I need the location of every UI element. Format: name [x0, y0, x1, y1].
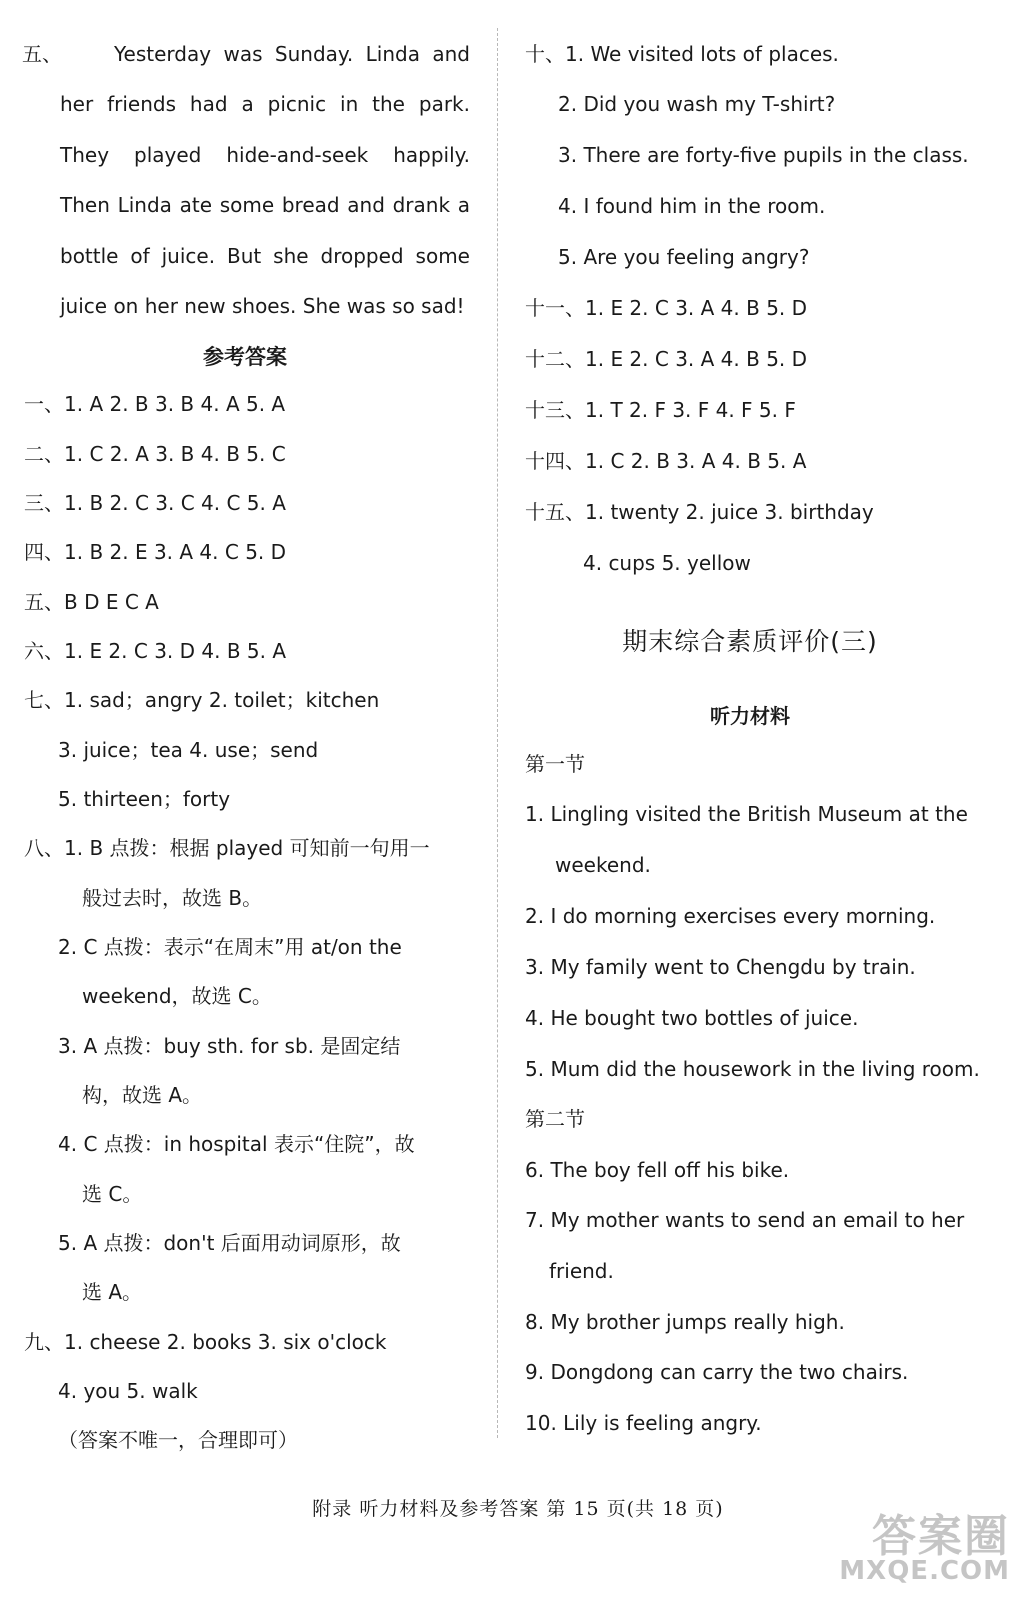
listening-line: 10. Lily is feeling angry.: [525, 1411, 762, 1435]
page-footer: 附录 听力材料及参考答案 第 15 页(共 18 页): [312, 1498, 724, 1520]
listening-line: 9. Dongdong can carry the two chairs.: [525, 1360, 909, 1384]
answer-note: （答案不唯一，合理即可）: [58, 1428, 298, 1452]
listening-section-label: 第一节: [525, 752, 585, 776]
answer-line: 七、1. sad；angry 2. toilet；kitchen: [24, 688, 380, 712]
answer-line: 选 C。: [82, 1182, 143, 1206]
passage-section-5: [22, 29, 470, 331]
answers-heading: 参考答案: [203, 345, 287, 369]
listening-line: 7. My mother wants to send an email to her: [525, 1208, 965, 1232]
watermark-top: 答案圈: [872, 1511, 1010, 1562]
answer-line: 三、1. B 2. C 3. C 4. C 5. A: [24, 491, 286, 515]
answer-line: 3. juice；tea 4. use；send: [58, 738, 319, 762]
answer-line: 一、1. A 2. B 3. B 4. A 5. A: [24, 392, 286, 416]
exam-title: 期末综合素质评价(三): [622, 627, 878, 656]
answer-line: 十四、1. C 2. B 3. A 4. B 5. A: [525, 449, 807, 473]
answer-line: 十、1. We visited lots of places.: [525, 42, 839, 66]
passage-lead: 五、: [22, 42, 62, 66]
column-divider: [497, 28, 499, 1438]
listening-section-label: 第二节: [525, 1107, 585, 1131]
listening-line: 1. Lingling visited the British Museum at the: [525, 802, 968, 826]
answer-line: 十一、1. E 2. C 3. A 4. B 5. D: [525, 296, 808, 320]
answer-line: 十二、1. E 2. C 3. A 4. B 5. D: [525, 347, 808, 371]
listening-line: 4. He bought two bottles of juice.: [525, 1006, 859, 1030]
passage-text: Yesterday was Sunday. Linda and her friends had a picnic in the park. They played hide-and-seek happily. Then Linda ate some bread and drank a bottle of juice. But she dropped some juice on her new shoes. She was so sad!: [60, 42, 470, 319]
answer-line: 般过去时，故选 B。: [82, 886, 263, 910]
answer-line: 2. Did you wash my T-shirt?: [558, 92, 836, 116]
listening-heading: 听力材料: [710, 704, 790, 728]
answer-line: 构，故选 A。: [82, 1083, 203, 1107]
answer-line: 3. A 点拨：buy sth. for sb. 是固定结: [58, 1034, 401, 1058]
answer-line: 九、1. cheese 2. books 3. six o'clock: [24, 1330, 387, 1354]
answer-line: 六、1. E 2. C 3. D 4. B 5. A: [24, 639, 287, 663]
answer-line: 4. I found him in the room.: [558, 194, 826, 218]
listening-line: 3. My family went to Chengdu by train.: [525, 955, 916, 979]
answer-line: 2. C 点拨：表示“在周末”用 at/on the: [58, 935, 402, 959]
answer-line: 十五、1. twenty 2. juice 3. birthday: [525, 500, 874, 524]
listening-line: 8. My brother jumps really high.: [525, 1310, 845, 1334]
answer-line: 5. thirteen；forty: [58, 787, 231, 811]
answer-line: weekend，故选 C。: [82, 984, 272, 1008]
answer-line: 4. you 5. walk: [58, 1379, 198, 1403]
answer-line: 四、1. B 2. E 3. A 4. C 5. D: [24, 540, 287, 564]
answer-line: 5. A 点拨：don't 后面用动词原形，故: [58, 1231, 401, 1255]
answer-line: 3. There are forty-five pupils in the class.: [558, 143, 969, 167]
answer-line: 八、1. B 点拨：根据 played 可知前一句用一: [24, 836, 430, 860]
answer-line: 二、1. C 2. A 3. B 4. B 5. C: [24, 442, 286, 466]
answer-line: 4. cups 5. yellow: [583, 551, 751, 575]
listening-line: weekend.: [555, 853, 651, 877]
answer-line: 选 A。: [82, 1280, 143, 1304]
watermark-logo: [818, 1500, 1018, 1595]
answer-line: 五、B D E C A: [24, 590, 159, 614]
watermark-bottom: MXQE.COM: [839, 1556, 1010, 1586]
listening-line: 5. Mum did the housework in the living room.: [525, 1057, 980, 1081]
answer-line: 十三、1. T 2. F 3. F 4. F 5. F: [525, 398, 796, 422]
answer-line: 5. Are you feeling angry?: [558, 245, 810, 269]
listening-line: 2. I do morning exercises every morning.: [525, 904, 936, 928]
listening-line: friend.: [549, 1259, 614, 1283]
listening-line: 6. The boy fell off his bike.: [525, 1158, 790, 1182]
answer-line: 4. C 点拨：in hospital 表示“住院”，故: [58, 1132, 415, 1156]
